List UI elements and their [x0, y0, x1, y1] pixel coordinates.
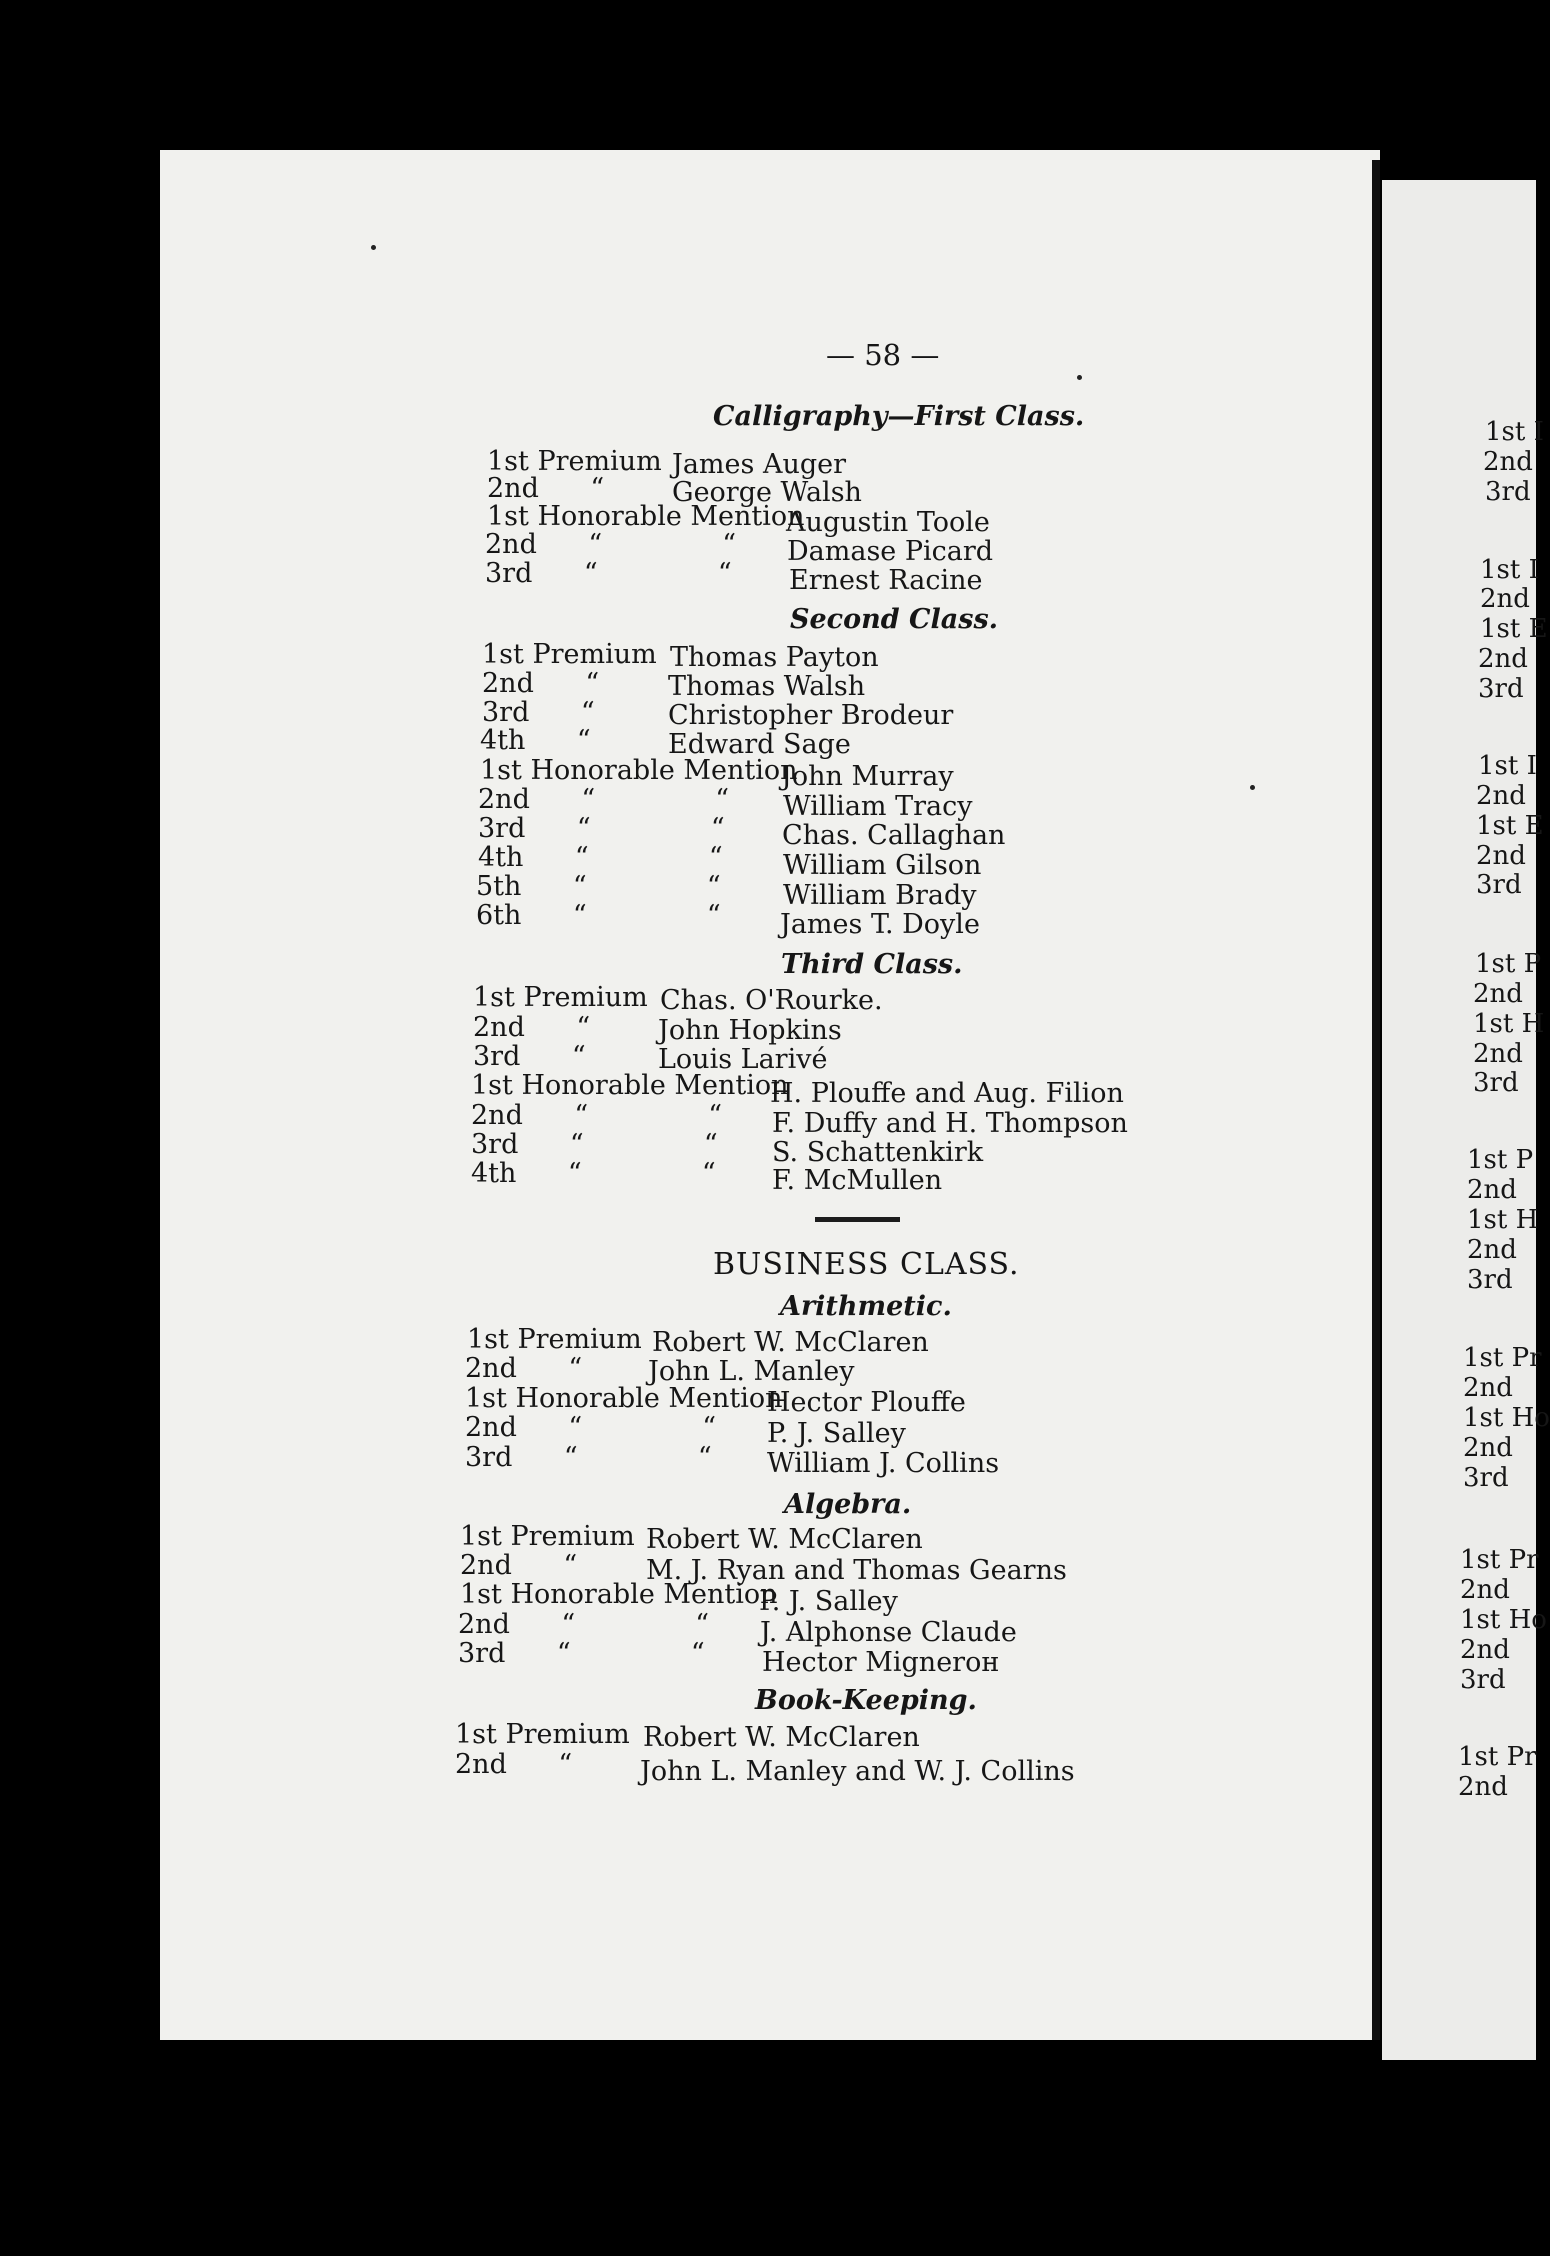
fragment: 3rd [1476, 870, 1522, 900]
fragment: 1st P [1467, 1145, 1534, 1175]
page-gutter [1372, 160, 1380, 2040]
fragment: 2nd [1460, 1575, 1510, 1605]
row-name: Robert W. McClaren [646, 1524, 923, 1555]
row-rank: 3rd “ “ [458, 1638, 705, 1669]
row-name: Robert W. McClaren [652, 1327, 929, 1358]
fragment: 1st Ho [1463, 1403, 1550, 1433]
section-divider [815, 1217, 900, 1222]
row-name: James T. Doyle [780, 909, 980, 940]
row-rank: 4th “ [480, 725, 591, 756]
row-name: Thomas Payton [670, 642, 879, 673]
row-rank: 1st Honorable Mention [480, 755, 798, 786]
fragment: 1st Pr [1460, 1545, 1539, 1575]
row-rank: 1st Premium [473, 982, 648, 1013]
row-name: William Brady [783, 880, 977, 911]
row-rank: 2nd “ “ [458, 1609, 710, 1640]
fragment: 1st P [1475, 949, 1542, 979]
row-rank: 3rd “ “ [485, 558, 732, 589]
row-rank: 3rd “ “ [478, 813, 725, 844]
row-rank: 1st Honorable Mention [471, 1070, 789, 1101]
row-name: Thomas Walsh [668, 671, 866, 702]
row-rank: 2nd “ “ [465, 1412, 717, 1443]
row-name: Hector Plouffe [767, 1387, 966, 1418]
row-name: Chas. Callaghan [782, 820, 1006, 851]
fragment: 2nd [1463, 1433, 1513, 1463]
row-rank: 5th “ “ [476, 871, 721, 902]
business-class-title: BUSINESS CLASS. [713, 1247, 1020, 1282]
row-rank: 1st Premium [460, 1521, 635, 1552]
fragment: 1st H [1467, 1205, 1539, 1235]
row-rank: 2nd “ [487, 473, 605, 504]
speck [371, 245, 376, 250]
row-name: John Murray [781, 761, 954, 792]
row-rank: 3rd “ [473, 1041, 586, 1072]
row-rank: 2nd “ [482, 668, 600, 699]
section-heading-book-keeping: Book-Keeping. [755, 1685, 977, 1716]
fragment: 2nd [1473, 979, 1523, 1009]
row-rank: 2nd “ [473, 1012, 591, 1043]
row-rank: 2nd “ “ [478, 784, 730, 815]
row-rank: 6th “ “ [476, 900, 721, 931]
fragment: 2nd [1463, 1373, 1513, 1403]
row-name: William Gilson [783, 850, 982, 881]
fragment: 3rd [1463, 1463, 1509, 1493]
row-name: P. J. Salley [759, 1586, 898, 1617]
fragment: 1st Pr [1463, 1343, 1542, 1373]
row-rank: 2nd “ [455, 1749, 573, 1780]
section-heading-second-class: Second Class. [790, 604, 999, 635]
row-rank: 1st Premium [467, 1324, 642, 1355]
row-name: Louis Larivé [658, 1044, 828, 1075]
row-name: Christopher Brodeur [668, 700, 954, 731]
row-name: S. Schattenkirk [772, 1137, 984, 1168]
row-rank: 1st Premium [482, 639, 657, 670]
row-rank: 1st Honorable Mention [487, 501, 805, 532]
row-rank: 4th “ “ [478, 842, 723, 873]
row-rank: 1st Premium [455, 1719, 630, 1750]
fragment: 3rd [1460, 1665, 1506, 1695]
row-name: Hector Mignerон [762, 1647, 1000, 1678]
row-name: M. J. Ryan and Thomas Gearns [646, 1555, 1067, 1586]
row-name: Ernest Racine [789, 565, 983, 596]
section-heading-algebra: Algebra. [784, 1489, 912, 1520]
fragment: 2nd [1467, 1235, 1517, 1265]
row-rank: 2nd “ [465, 1353, 583, 1384]
fragment: 2nd [1476, 841, 1526, 871]
row-rank: 1st Honorable Mention [460, 1579, 778, 1610]
speck [1250, 785, 1255, 790]
fragment: 1st I [1485, 417, 1544, 447]
fragment: 1st I [1478, 751, 1537, 781]
page-number: — 58 — [826, 338, 940, 372]
fragment: 2nd [1476, 781, 1526, 811]
row-name: Damase Picard [787, 536, 994, 567]
fragment: 2nd [1458, 1772, 1508, 1802]
row-name: H. Plouffe and Aug. Filion [770, 1078, 1124, 1109]
row-rank: 2nd “ “ [471, 1100, 723, 1131]
row-name: Edward Sage [668, 729, 851, 760]
fragment: 1st Pr [1458, 1742, 1537, 1772]
row-rank: 3rd “ [482, 697, 595, 728]
fragment: 2nd [1478, 644, 1528, 674]
fragment: 2nd [1473, 1039, 1523, 1069]
row-name: James Auger [672, 449, 846, 480]
fragment: 2nd [1460, 1635, 1510, 1665]
row-rank: 2nd “ [460, 1550, 578, 1581]
row-name: John Hopkins [658, 1015, 842, 1046]
row-name: Robert W. McClaren [643, 1722, 920, 1753]
fragment: 1st H [1473, 1009, 1545, 1039]
row-name: F. McMullen [772, 1165, 943, 1196]
row-rank: 2nd “ “ [485, 529, 737, 560]
row-rank: 3rd “ “ [465, 1442, 712, 1473]
row-name: William Tracy [783, 791, 973, 822]
row-name: P. J. Salley [767, 1418, 906, 1449]
row-name: Chas. O'Rourke. [660, 985, 883, 1016]
fragment: 1st Ho [1460, 1605, 1547, 1635]
fragment: 3rd [1485, 477, 1531, 507]
fragment: 1st I [1480, 555, 1539, 585]
speck [1077, 375, 1082, 380]
row-name: J. Alphonse Claude [760, 1617, 1017, 1648]
fragment: 3rd [1478, 674, 1524, 704]
row-name: F. Duffy and H. Thompson [772, 1108, 1128, 1139]
section-heading-third-class: Third Class. [781, 949, 963, 980]
row-name: John L. Manley [648, 1356, 855, 1387]
section-heading-calligraphy: Calligraphy—First Class. [713, 401, 1085, 432]
row-rank: 4th “ “ [471, 1158, 716, 1189]
section-heading-arithmetic: Arithmetic. [780, 1291, 952, 1322]
fragment: 2nd [1480, 584, 1530, 614]
fragment: 1st E [1480, 614, 1548, 644]
fragment: 1st E [1476, 811, 1544, 841]
row-name: George Walsh [672, 477, 862, 508]
row-rank: 1st Honorable Mention [465, 1383, 783, 1414]
row-name: Augustin Toole [786, 507, 990, 538]
row-rank: 3rd “ “ [471, 1129, 718, 1160]
row-name: William J. Collins [767, 1448, 1000, 1479]
fragment: 2nd [1467, 1175, 1517, 1205]
fragment: 3rd [1467, 1265, 1513, 1295]
fragment: 2nd [1483, 447, 1533, 477]
row-rank: 1st Premium [487, 446, 662, 477]
row-name: John L. Manley and W. J. Collins [640, 1756, 1075, 1787]
fragment: 3rd [1473, 1068, 1519, 1098]
